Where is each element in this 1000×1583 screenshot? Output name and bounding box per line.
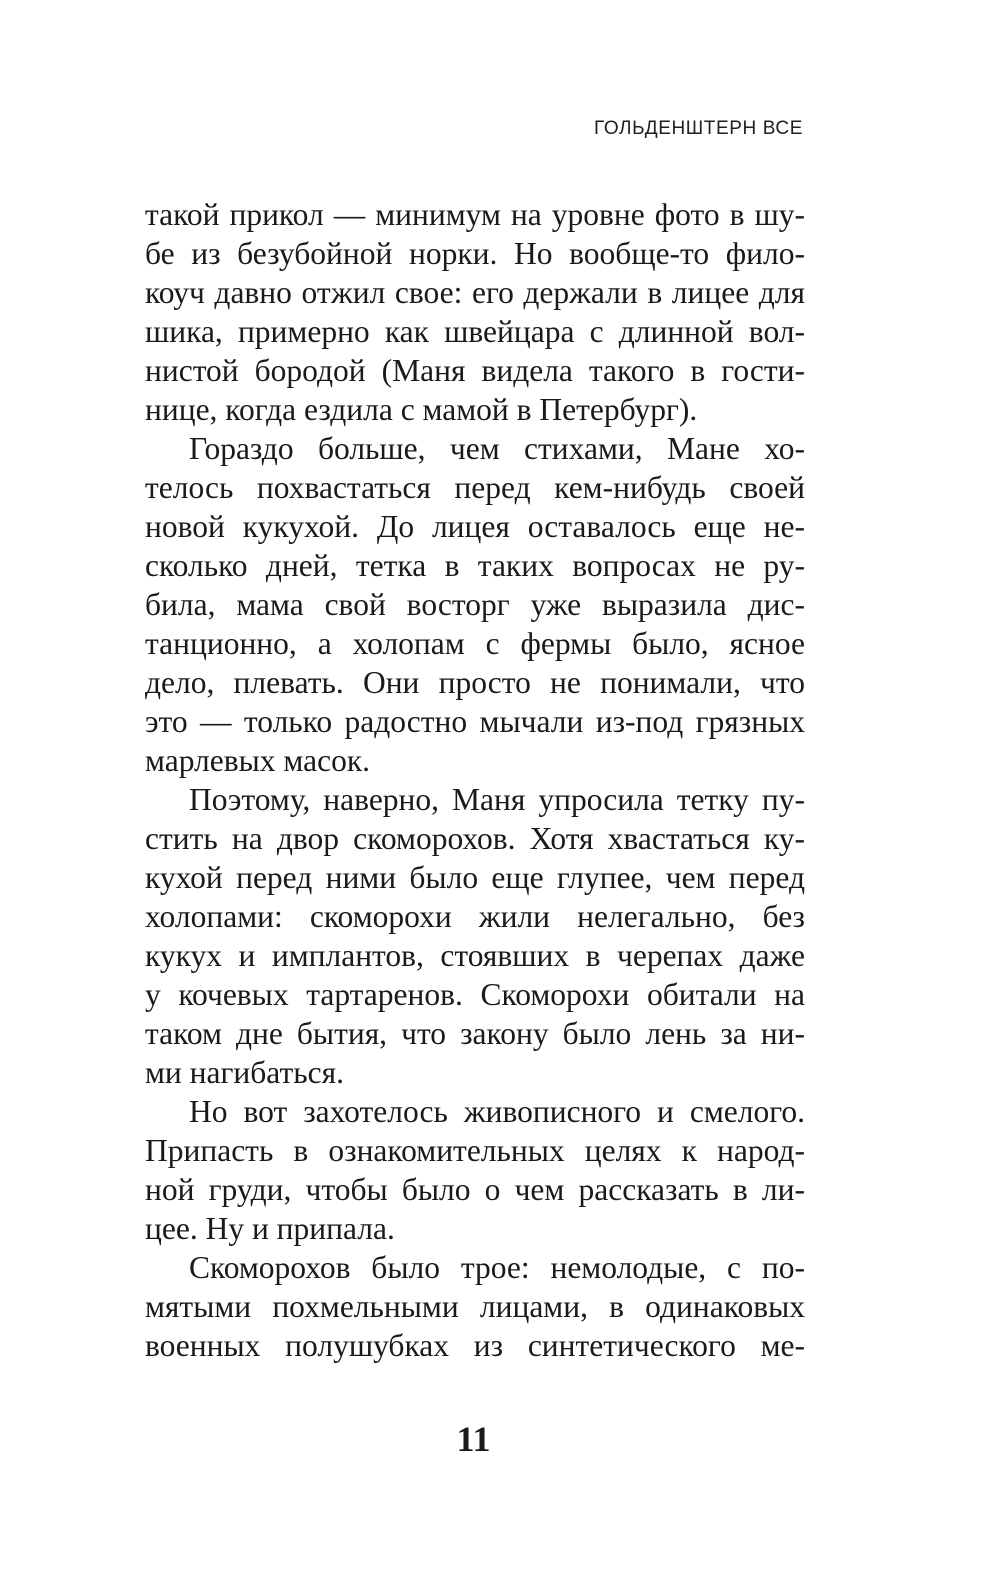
text-line: ной груди, чтобы было о чем рассказать в ли- — [145, 1172, 805, 1207]
text-line: сколько дней, тетка в таких вопросах не ру- — [145, 548, 805, 583]
text-line: марлевых масок. — [145, 743, 371, 778]
text-line: кухой перед ними было еще глупее, чем перед — [145, 860, 805, 895]
text-line: цее. Ну и припала. — [145, 1211, 395, 1246]
text-line: Гораздо больше, чем стихами, Мане хо- — [189, 431, 805, 466]
text-line: Но вот захотелось живописного и смелого. — [189, 1094, 805, 1129]
text-line: танционно, а холопам с фермы было, ясное — [145, 626, 805, 661]
text-line: Поэтому, наверно, Маня упросила тетку пу- — [189, 782, 805, 817]
text-line: нице, когда ездила с мамой в Петербург). — [145, 392, 698, 427]
page-number: 11 — [456, 1419, 491, 1459]
text-line: телось похвастаться перед кем-нибудь своей — [145, 470, 805, 505]
text-line: военных полушубках из синтетического ме- — [145, 1328, 805, 1363]
body-text — [145, 195, 805, 1365]
text-line: шика, примерно как швейцара с длинной вол- — [145, 314, 805, 349]
text-line: это — только радостно мычали из-под грязных — [145, 704, 805, 739]
text-line: коуч давно отжил свое: его держали в лицее для — [145, 275, 805, 310]
text-line: холопами: скоморохи жили нелегально, без — [145, 899, 805, 934]
text-line: Скоморохов было трое: немолодые, с по- — [189, 1250, 805, 1285]
text-line: у кочевых тартаренов. Скоморохи обитали на — [145, 977, 805, 1012]
text-line: ми нагибаться. — [145, 1055, 344, 1090]
text-line: таком дне бытия, что закону было лень за ни- — [145, 1016, 805, 1051]
text-line: мятыми похмельными лицами, в одинаковых — [145, 1289, 805, 1324]
text-line: нистой бородой (Маня видела такого в гости- — [145, 353, 805, 388]
text-line: Припасть в ознакомительных целях к народ- — [145, 1133, 805, 1168]
text-line: такой прикол — минимум на уровне фото в шу- — [145, 197, 805, 232]
running-header: ГОЛЬДЕНШТЕРН ВСЕ — [594, 118, 803, 139]
text-line: новой кукухой. До лицея оставалось еще не- — [145, 509, 805, 544]
text-line: стить на двор скоморохов. Хотя хвастаться ку- — [145, 821, 805, 856]
text-line: кукух и имплантов, стоявших в черепах даже — [145, 938, 805, 973]
text-line: дело, плевать. Они просто не понимали, что — [145, 665, 805, 700]
text-line: бе из безубойной норки. Но вообще-то фило- — [145, 236, 805, 271]
text-line: била, мама свой восторг уже выразила дис- — [145, 587, 805, 622]
